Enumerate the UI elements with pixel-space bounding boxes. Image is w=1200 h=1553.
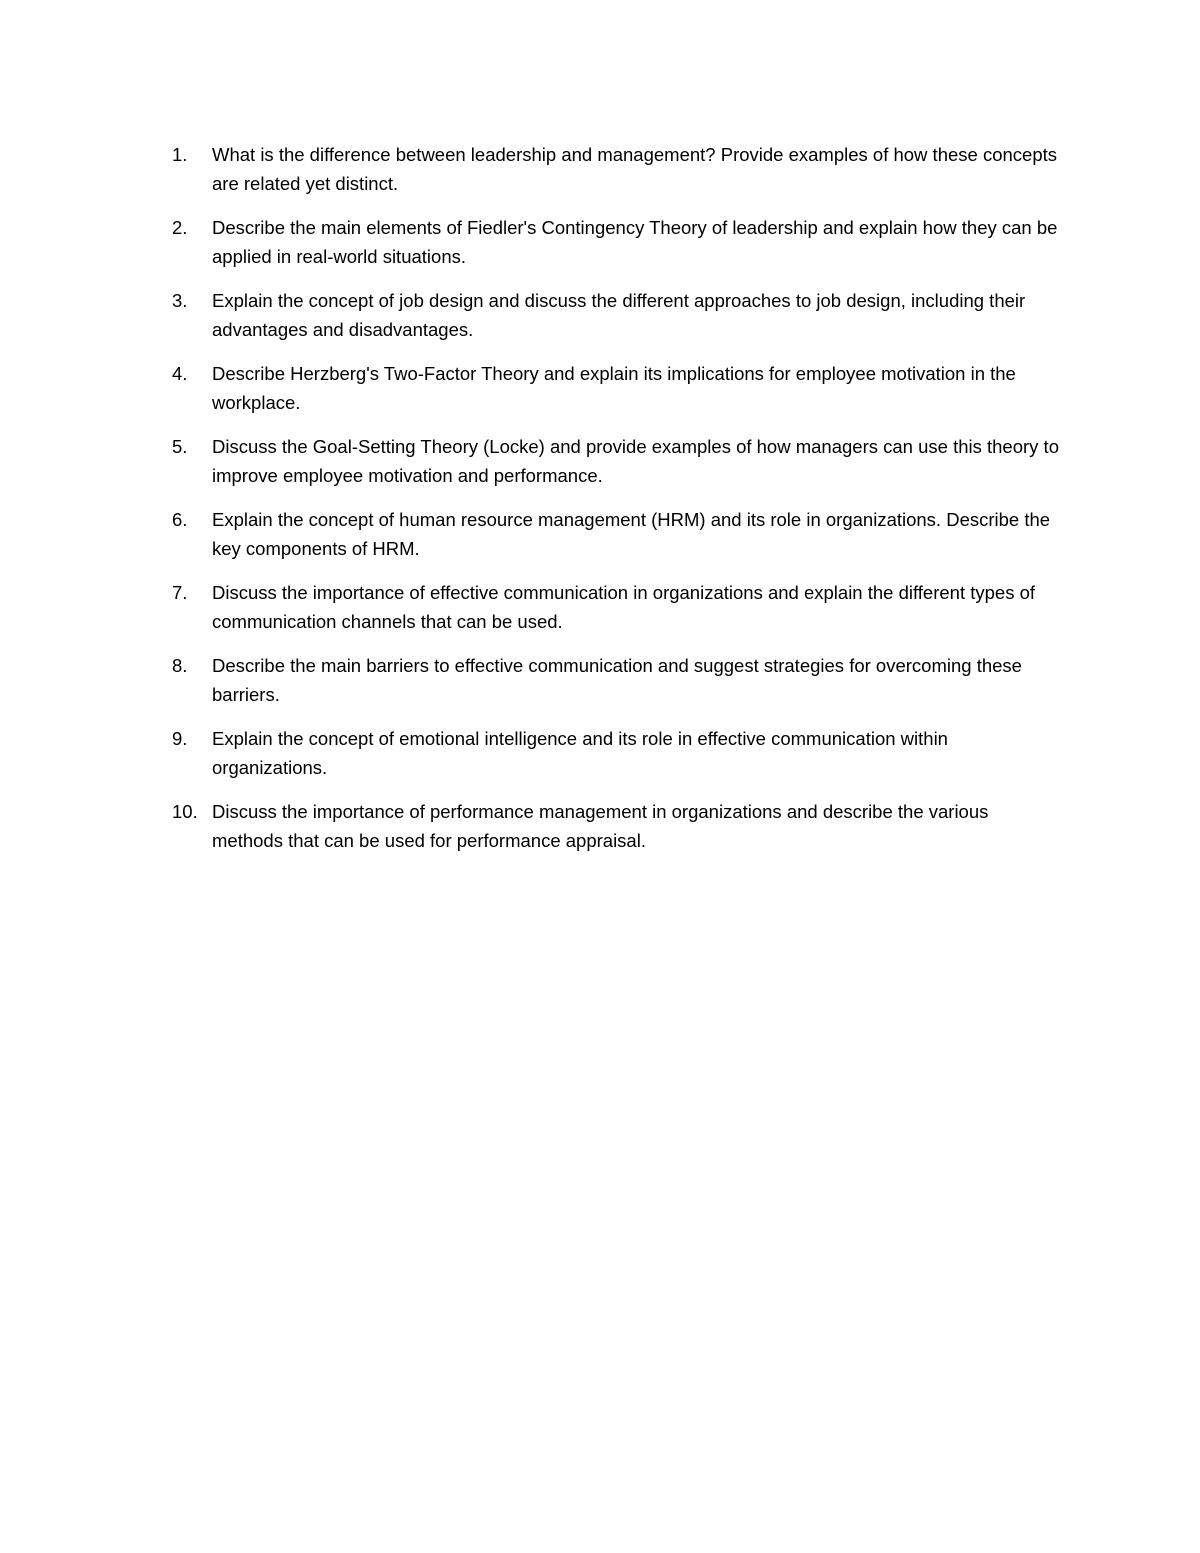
- question-number: 4.: [172, 363, 188, 384]
- question-number: 9.: [172, 728, 188, 749]
- question-item-5: [172, 433, 1062, 490]
- question-text: Explain the concept of job design and discuss the different approaches to job design, including their advantages and disadvantages.: [212, 290, 1026, 340]
- question-item-9: [172, 725, 1062, 782]
- question-item-2: [172, 214, 1062, 271]
- question-item-4: [172, 360, 1062, 417]
- question-number: 8.: [172, 655, 188, 676]
- question-number: 3.: [172, 290, 188, 311]
- question-item-7: [172, 579, 1062, 636]
- question-text: Explain the concept of emotional intelligence and its role in effective communication within organizations.: [212, 728, 948, 778]
- question-text: Discuss the Goal-Setting Theory (Locke) and provide examples of how managers can use this theory to improve employee motivation and performance.: [212, 436, 1059, 486]
- question-number: 7.: [172, 582, 188, 603]
- question-number: 5.: [172, 436, 188, 457]
- question-item-10: [172, 798, 1062, 855]
- question-text: Discuss the importance of performance management in organizations and describe the various methods that can be used for performance appraisal.: [212, 801, 989, 851]
- question-item-8: [172, 652, 1062, 709]
- question-text: What is the difference between leadership and management? Provide examples of how these concepts are related yet distinct.: [212, 144, 1058, 194]
- question-number: 1.: [172, 144, 188, 165]
- question-number: 2.: [172, 217, 188, 238]
- question-list: [172, 141, 1062, 871]
- question-number: 6.: [172, 509, 188, 530]
- question-text: Describe the main elements of Fiedler's Contingency Theory of leadership and explain how they can be applied in real-world situations.: [212, 217, 1058, 267]
- question-number: 10.: [172, 801, 198, 822]
- question-item-3: [172, 287, 1062, 344]
- question-text: Explain the concept of human resource management (HRM) and its role in organizations. Describe the key components of HRM.: [212, 509, 1051, 559]
- question-text: Describe the main barriers to effective communication and suggest strategies for overcoming these barriers.: [212, 655, 1022, 705]
- question-text: Describe Herzberg's Two-Factor Theory and explain its implications for employee motivation in the workplace.: [212, 363, 1016, 413]
- question-text: Discuss the importance of effective communication in organizations and explain the different types of communication channels that can be used.: [212, 582, 1036, 632]
- question-item-6: [172, 506, 1062, 563]
- question-item-1: [172, 141, 1062, 198]
